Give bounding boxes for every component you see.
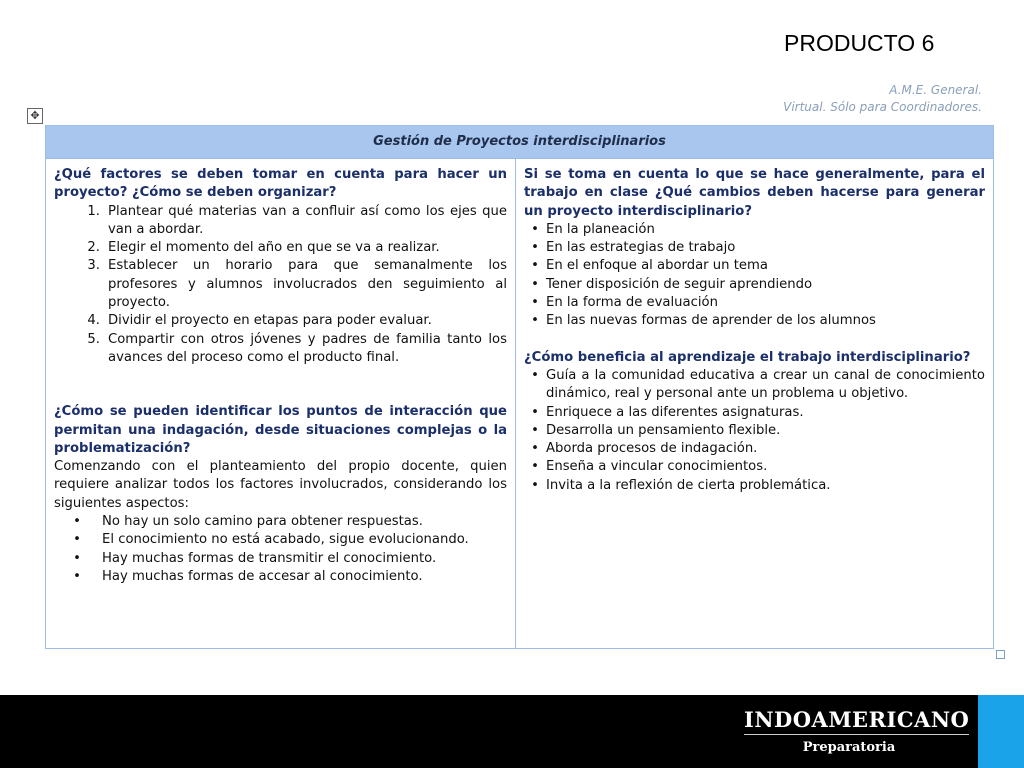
step-item: [54, 203, 507, 240]
bullet-dot-icon: •: [531, 313, 539, 329]
brand-subtitle: Preparatoria: [802, 740, 896, 755]
bullet-dot-icon: •: [531, 295, 539, 311]
step-number: 1.: [87, 203, 100, 219]
aspect-text: El conocimiento no está acabado, sigue evolucionando.: [102, 532, 469, 548]
left-question-2: ¿Cómo se pueden identificar los puntos de interacción que permitan una indagación, desde situaciones complejas o la problematización?: [54, 404, 507, 456]
footer-bar: [0, 695, 1024, 768]
benefits-list: [524, 367, 985, 495]
bullet-dot-icon: •: [531, 404, 539, 420]
change-item: [524, 239, 985, 257]
step-text: Plantear qué materias van a confluir así como los ejes que van a abordar.: [108, 203, 507, 237]
right-question-2: ¿Cómo beneficia al aprendizaje el trabajo interdisciplinario?: [524, 349, 971, 365]
aspect-item: [54, 550, 507, 568]
subtitle-line-2: Virtual. Sólo para Coordinadores.: [783, 100, 982, 114]
benefit-item: [524, 367, 985, 404]
step-item: [54, 331, 507, 368]
bullet-dot-icon: •: [531, 276, 539, 292]
project-table: [45, 125, 994, 649]
steps-list: [54, 203, 507, 368]
benefit-text: Invita a la reflexión de cierta problemática.: [546, 477, 831, 493]
left-question-1: ¿Qué factores se deben tomar en cuenta para hacer un proyecto? ¿Cómo se deben organizar?: [54, 167, 507, 201]
step-text: Elegir el momento del año en que se va a realizar.: [108, 240, 440, 256]
aspect-text: Hay muchas formas de accesar al conocimiento.: [102, 568, 423, 584]
right-column: [516, 158, 993, 648]
footer-accent-block: [978, 695, 1024, 768]
change-text: En la planeación: [546, 221, 655, 237]
table-body: [46, 158, 993, 648]
bullet-dot-icon: •: [531, 258, 539, 274]
bullet-dot-icon: •: [531, 240, 539, 256]
brand-logo: [744, 707, 970, 755]
bullet-dot-icon: •: [73, 568, 81, 584]
bullet-dot-icon: •: [73, 514, 81, 530]
change-text: En el enfoque al abordar un tema: [546, 258, 768, 274]
step-number: 5.: [87, 331, 100, 347]
table-move-handle-icon[interactable]: ✥: [27, 108, 43, 124]
benefit-item: [524, 458, 985, 476]
step-text: Dividir el proyecto en etapas para poder evaluar.: [108, 313, 432, 329]
benefit-item: [524, 477, 985, 495]
aspect-item: [54, 531, 507, 549]
benefit-text: Enseña a vincular conocimientos.: [546, 459, 768, 475]
step-item: [54, 239, 507, 257]
brand-name: INDOAMERICANO: [744, 707, 969, 735]
step-number: 2.: [87, 240, 100, 256]
benefit-item: [524, 404, 985, 422]
change-text: Tener disposición de seguir aprendiendo: [546, 276, 813, 292]
aspects-list: [54, 513, 507, 586]
aspect-item: [54, 568, 507, 586]
right-question-1: Si se toma en cuenta lo que se hace generalmente, para el trabajo en clase ¿Qué cambios deben hacerse para generar un proyecto interdisciplinario?: [524, 167, 985, 219]
change-item: [524, 221, 985, 239]
change-text: En la forma de evaluación: [546, 295, 718, 311]
table-header: Gestión de Proyectos interdisciplinarios: [46, 126, 993, 159]
left-column: [46, 158, 516, 648]
benefit-text: Aborda procesos de indagación.: [546, 441, 758, 457]
benefit-item: [524, 440, 985, 458]
benefit-item: [524, 422, 985, 440]
benefit-text: Guía a la comunidad educativa a crear un canal de conocimiento dinámico, real y personal ante un problema u objetivo.: [546, 367, 985, 402]
changes-list: [524, 221, 985, 331]
aspect-text: Hay muchas formas de transmitir el conocimiento.: [102, 550, 437, 566]
aspect-text: No hay un solo camino para obtener respuestas.: [102, 514, 423, 530]
bullet-dot-icon: •: [531, 477, 539, 493]
slide-subtitle: [682, 82, 982, 116]
change-item: [524, 312, 985, 330]
bullet-dot-icon: •: [73, 550, 81, 566]
step-text: Establecer un horario para que semanalmente los profesores y alumnos involucrados den seguimiento al proyecto.: [108, 258, 507, 311]
bullet-dot-icon: •: [531, 422, 539, 438]
step-text: Compartir con otros jóvenes y padres de familia tanto los avances del proceso como el producto final.: [108, 331, 507, 365]
benefit-text: Enriquece a las diferentes asignaturas.: [546, 404, 804, 420]
change-text: En las nuevas formas de aprender de los alumnos: [546, 313, 876, 329]
subtitle-line-1: A.M.E. General.: [889, 83, 982, 97]
bullet-dot-icon: •: [531, 367, 539, 383]
slide-title: PRODUCTO 6: [784, 30, 935, 56]
bullet-dot-icon: •: [531, 221, 539, 237]
step-item: [54, 257, 507, 312]
step-number: 3.: [87, 258, 100, 274]
step-item: [54, 312, 507, 330]
bullet-dot-icon: •: [73, 532, 81, 548]
change-item: [524, 294, 985, 312]
benefit-text: Desarrolla un pensamiento flexible.: [546, 422, 781, 438]
left-paragraph: Comenzando con el planteamiento del propio docente, quien requiere analizar todos los factores involucrados, considerando los siguientes aspectos:: [54, 459, 507, 511]
step-number: 4.: [87, 313, 100, 329]
change-item: [524, 276, 985, 294]
table-resize-handle[interactable]: [996, 650, 1005, 659]
bullet-dot-icon: •: [531, 441, 539, 457]
aspect-item: [54, 513, 507, 531]
change-text: En las estrategias de trabajo: [546, 240, 736, 256]
bullet-dot-icon: •: [531, 459, 539, 475]
change-item: [524, 257, 985, 275]
